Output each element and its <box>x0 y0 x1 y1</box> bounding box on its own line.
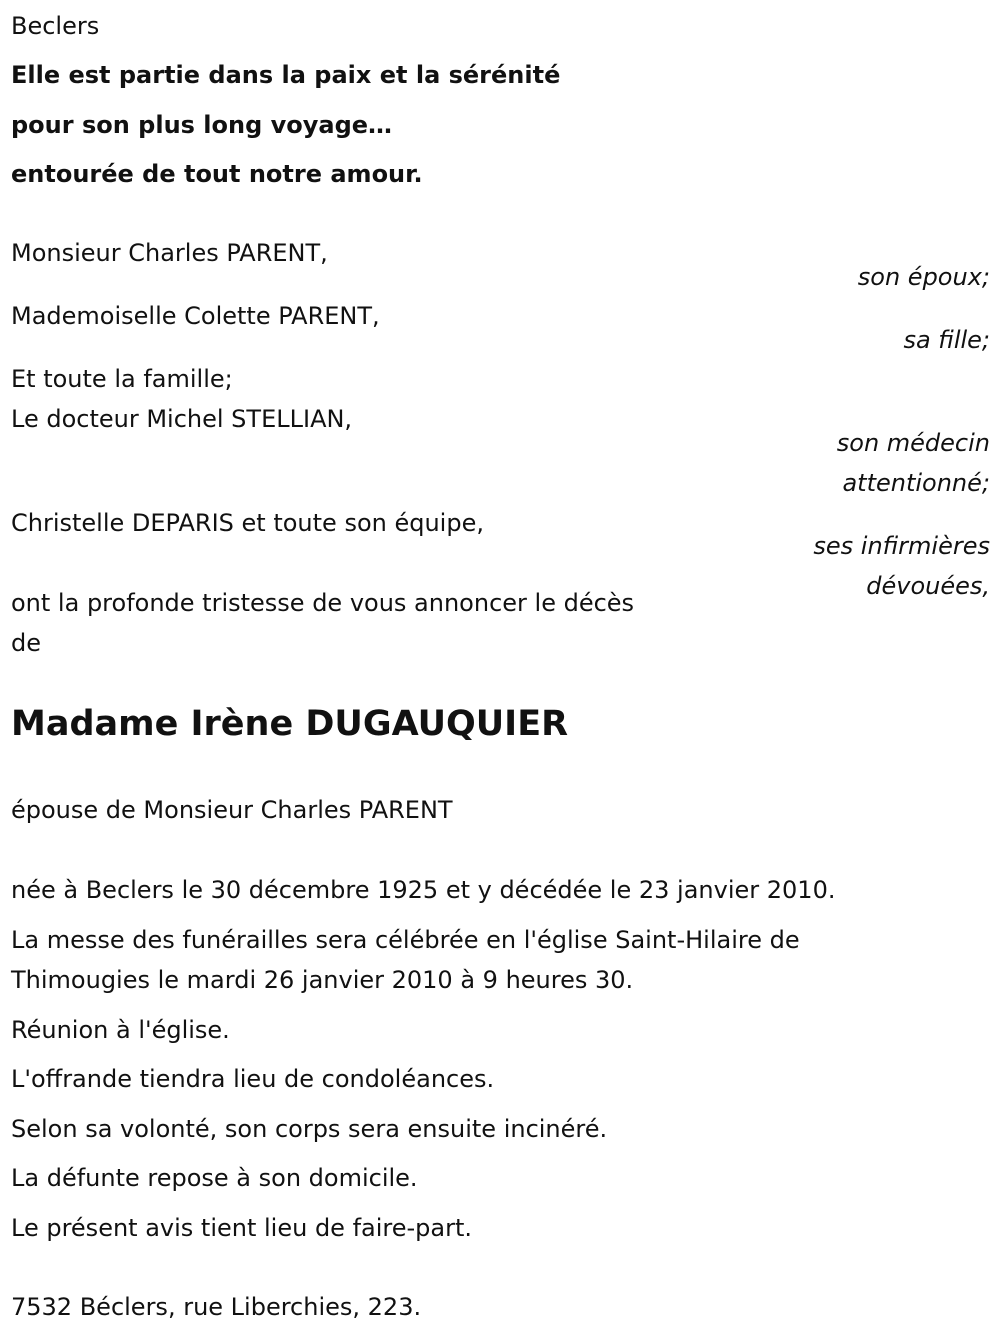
detail-notice: Le présent avis tient lieu de faire-part. <box>11 1214 473 1242</box>
mourner-doctor-name: Le docteur Michel STELLIAN, <box>11 405 353 433</box>
mourner-nurses-relation-1: ses infirmières <box>813 532 990 560</box>
funeral-line-1: La messe des funérailles sera célébrée en l'église Saint-Hilaire de <box>11 926 800 954</box>
deceased-name: Madame Irène DUGAUQUIER <box>11 704 569 744</box>
detail-cremation: Selon sa volonté, son corps sera ensuite incinéré. <box>11 1115 608 1143</box>
mourner-family: Et toute la famille; <box>11 365 233 393</box>
birth-death-line: née à Beclers le 30 décembre 1925 et y décédée le 23 janvier 2010. <box>11 876 836 904</box>
mourner-nurses-relation-2: dévouées, <box>866 572 990 600</box>
spouse-line: épouse de Monsieur Charles PARENT <box>11 796 453 824</box>
detail-rests-at-home: La défunte repose à son domicile. <box>11 1164 418 1192</box>
mourner-daughter-name: Mademoiselle Colette PARENT, <box>11 302 380 330</box>
mourner-doctor-relation-1: son médecin <box>836 429 990 457</box>
intro-line-1: Elle est partie dans la paix et la sérénité <box>11 61 561 89</box>
funeral-line-2: Thimougies le mardi 26 janvier 2010 à 9 heures 30. <box>11 966 634 994</box>
place-heading: Beclers <box>11 12 100 40</box>
detail-meeting: Réunion à l'église. <box>11 1016 230 1044</box>
mourner-nurses-name: Christelle DEPARIS et toute son équipe, <box>11 509 484 537</box>
mourner-spouse-name: Monsieur Charles PARENT, <box>11 239 328 267</box>
detail-offering: L'offrande tiendra lieu de condoléances. <box>11 1065 495 1093</box>
mourner-spouse-relation: son époux; <box>857 263 990 291</box>
announcement-line-2: de <box>11 629 41 657</box>
mourner-doctor-relation-2: attentionné; <box>842 469 990 497</box>
address: 7532 Béclers, rue Liberchies, 223. <box>11 1293 422 1321</box>
announcement-line-1: ont la profonde tristesse de vous annoncer le décès <box>11 589 635 617</box>
intro-line-3: entourée de tout notre amour. <box>11 160 423 188</box>
intro-line-2: pour son plus long voyage… <box>11 111 393 139</box>
mourner-daughter-relation: sa fille; <box>903 326 990 354</box>
